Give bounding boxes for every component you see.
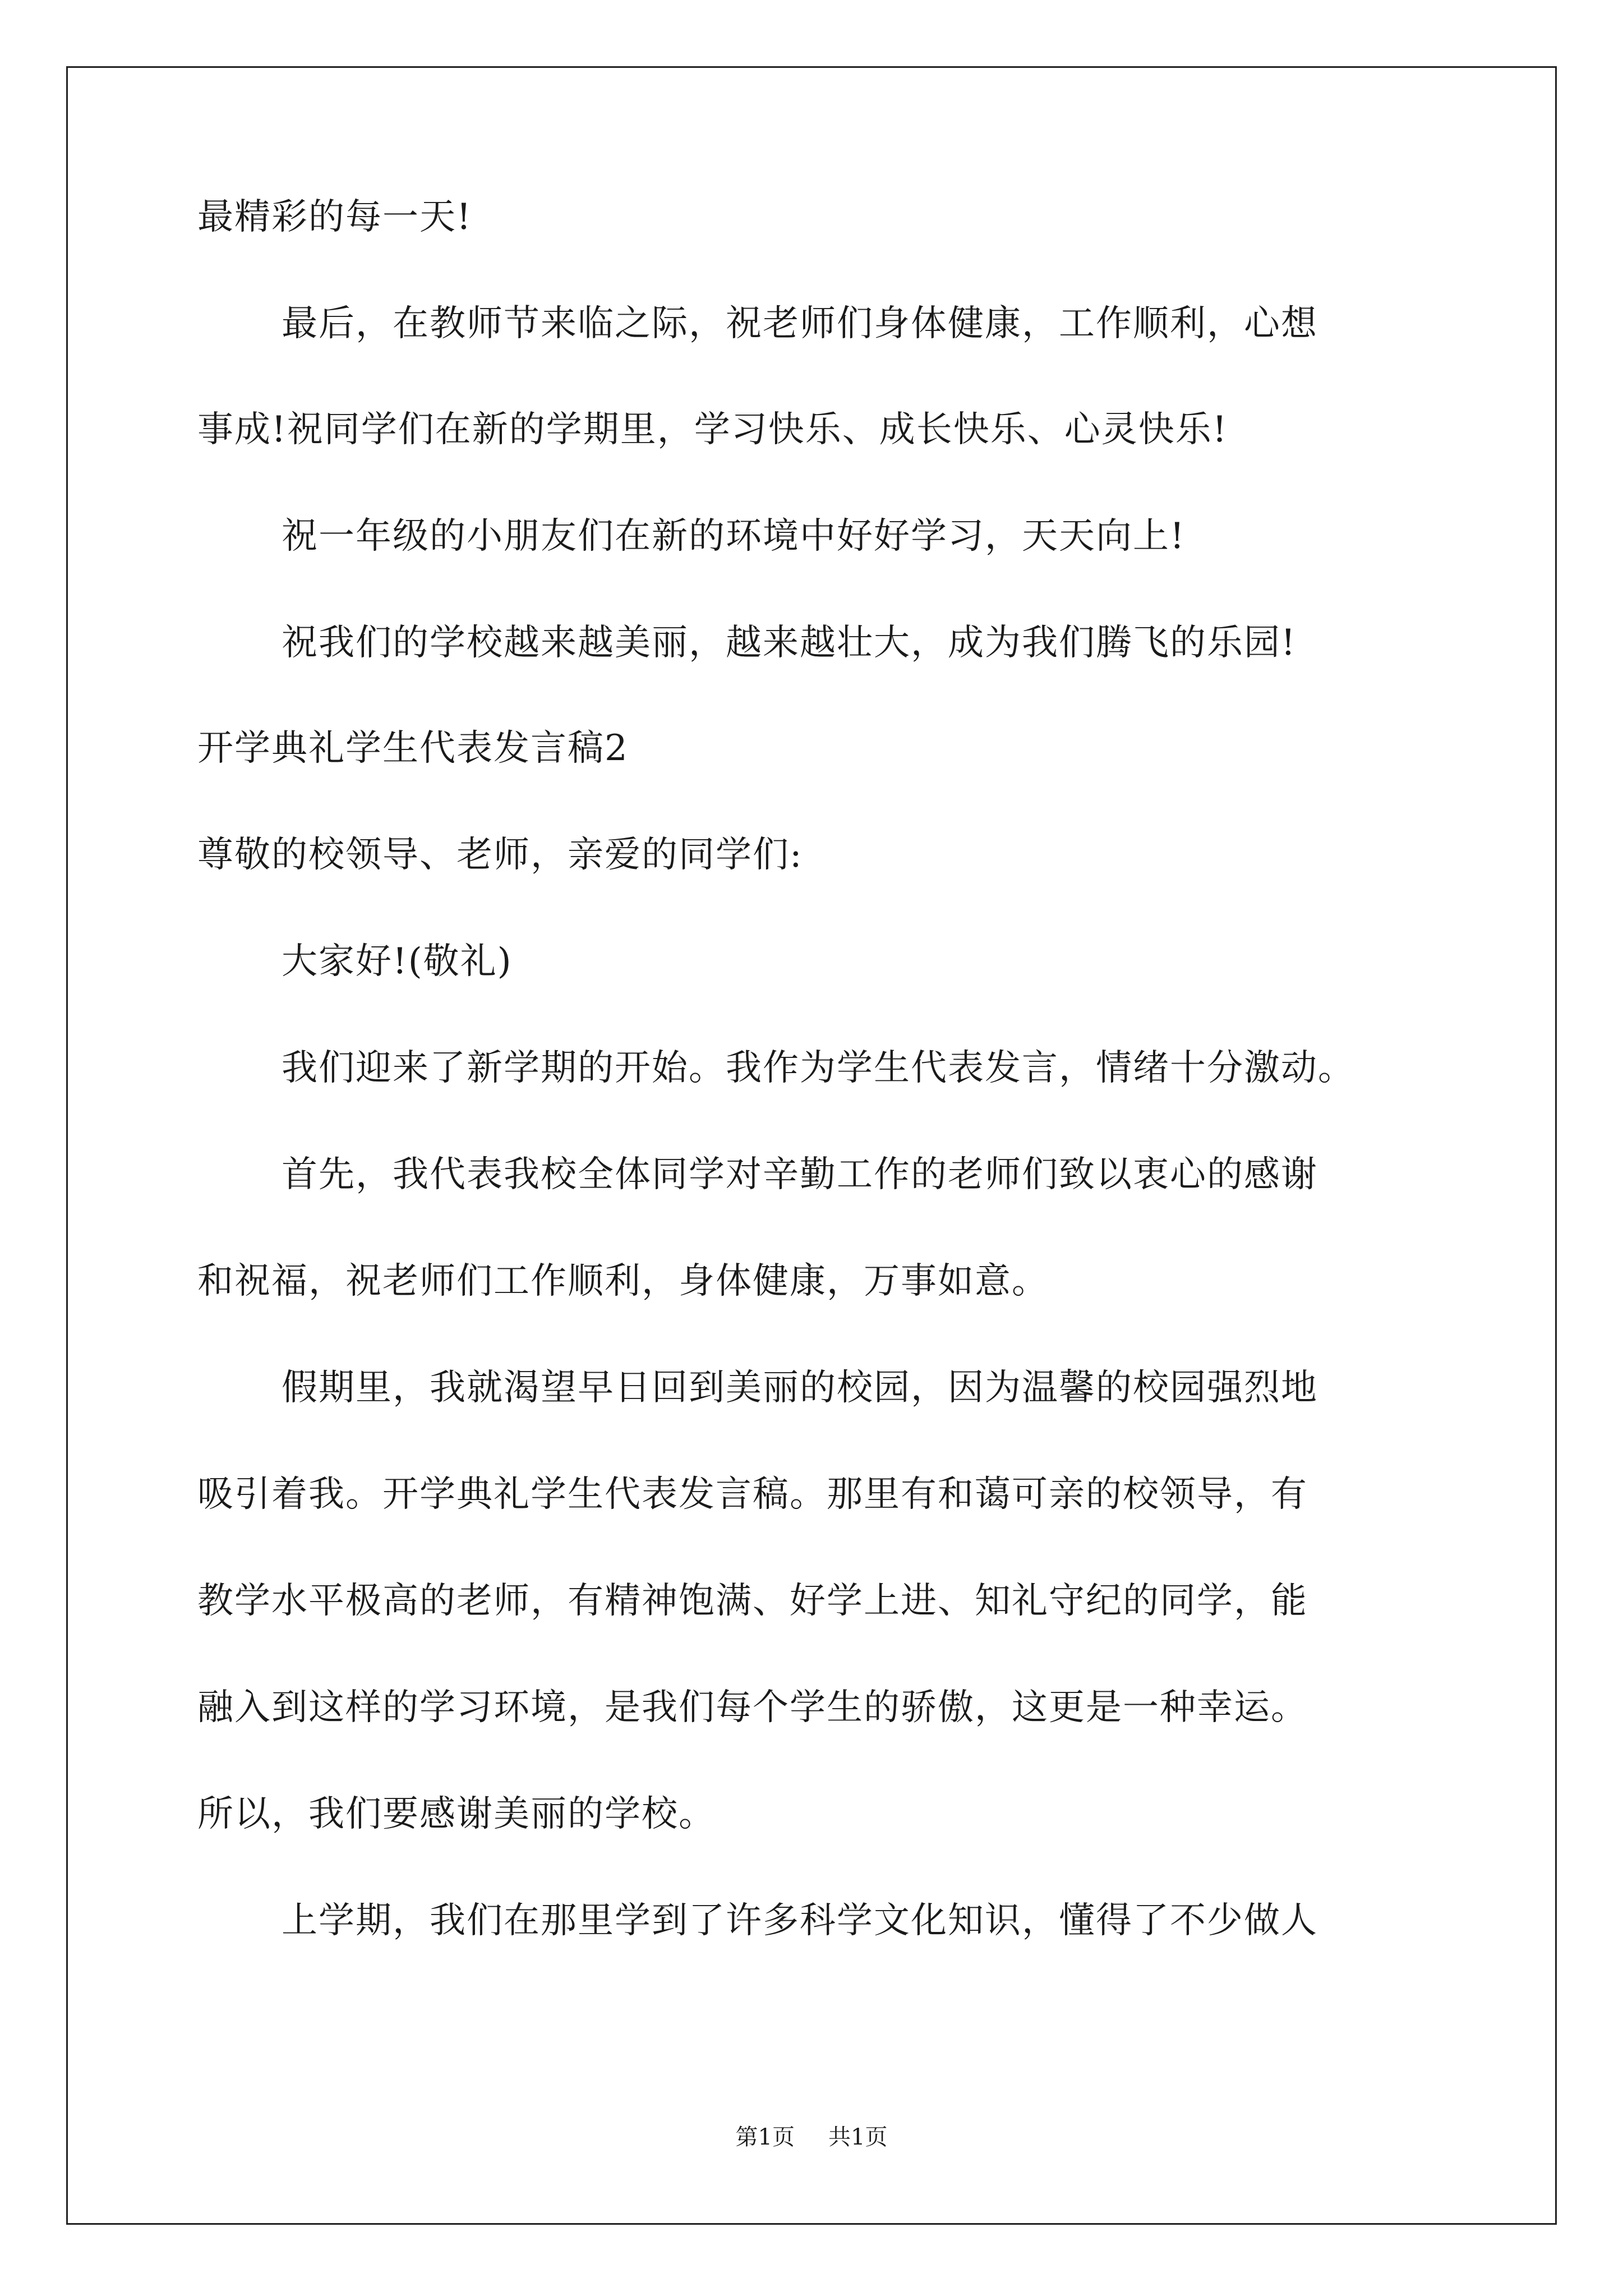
text-line-11: 和祝福，祝老师们工作顺利，身体健康，万事如意。: [197, 1260, 1049, 1302]
text-line-4: 祝一年级的小朋友们在新的环境中好好学习，天天向上!: [282, 516, 1186, 557]
text-line-15: 融入到这样的学习环境，是我们每个学生的骄傲，这更是一种幸运。: [197, 1687, 1308, 1728]
section-heading: 开学典礼学生代表发言稿2: [197, 728, 629, 769]
text-line-9: 我们迎来了新学期的开始。我作为学生代表发言，情绪十分激动。: [282, 1047, 1355, 1089]
page-footer: [0, 2126, 1623, 2148]
text-line-16: 所以，我们要感谢美丽的学校。: [197, 1793, 716, 1835]
text-line-14: 教学水平极高的老师，有精神饱满、好学上进、知礼守纪的同学，能: [197, 1580, 1308, 1622]
text-line-3: 事成!祝同学们在新的学期里，学习快乐、成长快乐、心灵快乐!: [197, 409, 1228, 450]
greeting: 大家好!(敬礼): [282, 941, 513, 982]
text-line-2: 最后，在教师节来临之际，祝老师们身体健康，工作顺利，心想: [282, 303, 1318, 344]
text-line-5: 祝我们的学校越来越美丽，越来越壮大，成为我们腾飞的乐园!: [282, 622, 1297, 664]
document-body: [197, 196, 1465, 1941]
text-line-17: 上学期，我们在那里学到了许多科学文化知识，懂得了不少做人: [282, 1900, 1318, 1941]
page-total: 共1页: [828, 2124, 888, 2150]
page-number: 第1页: [735, 2124, 795, 2150]
text-line-13: 吸引着我。开学典礼学生代表发言稿。那里有和蔼可亲的校领导，有: [197, 1474, 1308, 1515]
text-line-1: 最精彩的每一天!: [197, 196, 472, 238]
salutation: 尊敬的校领导、老师，亲爱的同学们:: [197, 834, 803, 876]
text-line-10: 首先，我代表我校全体同学对辛勤工作的老师们致以衷心的感谢: [282, 1154, 1318, 1195]
text-line-12: 假期里，我就渴望早日回到美丽的校园，因为温馨的校园强烈地: [282, 1367, 1318, 1409]
